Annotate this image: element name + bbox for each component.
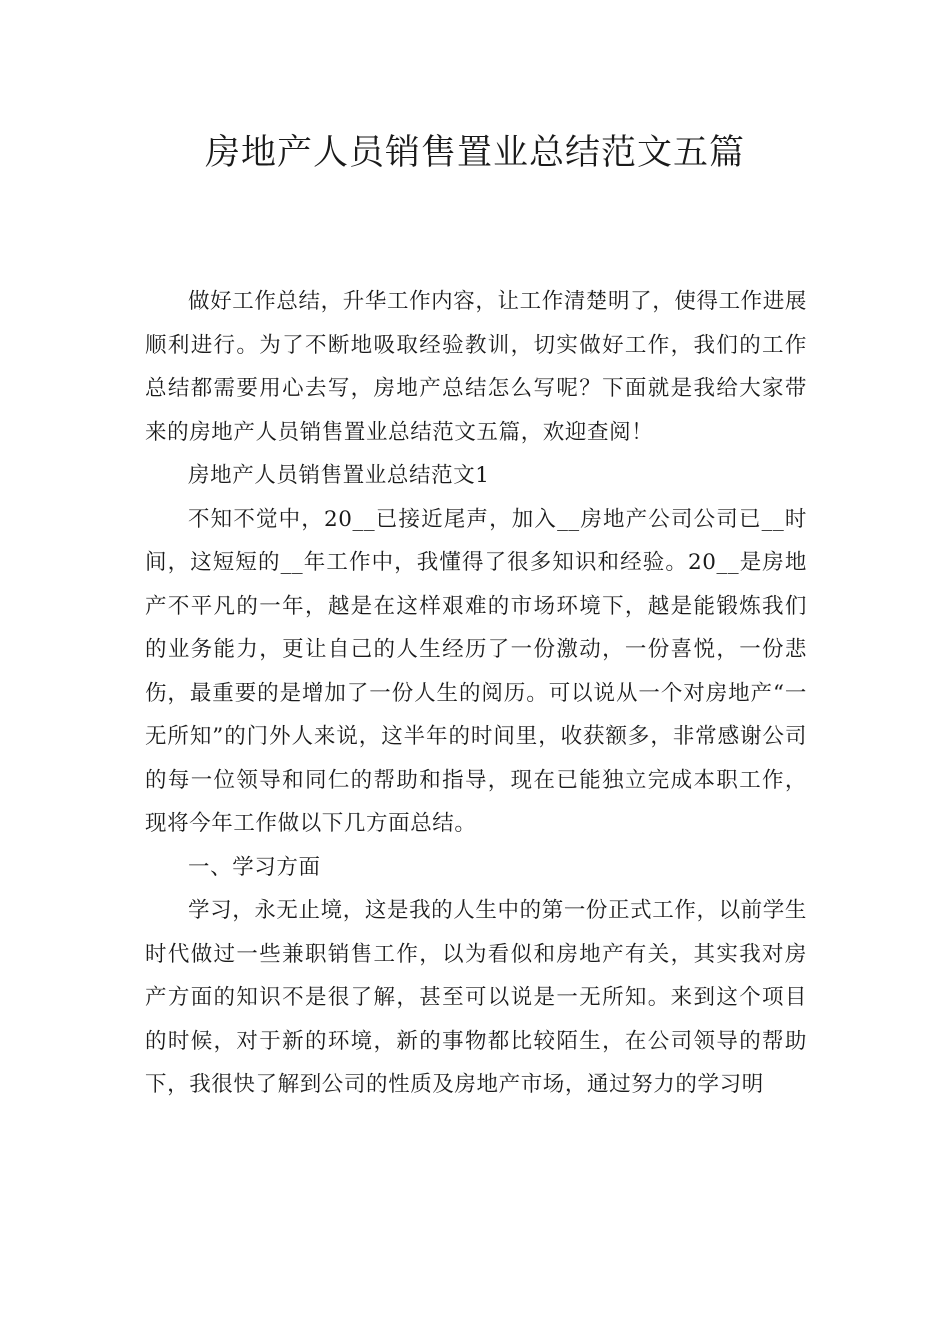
subsection-heading: 一、学习方面 bbox=[188, 854, 321, 880]
document-body bbox=[145, 280, 807, 1107]
document-title: 房地产人员销售置业总结范文五篇 bbox=[204, 133, 745, 173]
body-paragraph: 学习，永无止境，这是我的人生中的第一份正式工作，以前学生时代做过一些兼职销售工作，以为看似和房地产有关，其实我对房产方面的知识不是很了解，甚至可以说是一无所知。来到这个项目的时候，对于新的环境，新的事物都比较陌生，在公司领导的帮助下，我很快了解到公司的性质及房地产市场，通过努力的学习明 bbox=[145, 898, 807, 1097]
body-paragraph: 不知不觉中，20__已接近尾声，加入__房地产公司公司已__时间，这短短的__年工作中，我懂得了很多知识和经验。20__是房地产不平凡的一年，越是在这样艰难的市场环境下，越是能锻炼我们的业务能力，更让自己的人生经历了一份激动，一份喜悦，一份悲伤，最重要的是增加了一份人生的阅历。可以说从一个对房地产“一无所知”的门外人来说，这半年的时间里，收获额多，非常感谢公司的每一位领导和同仁的帮助和指导，现在已能独立完成本职工作，现将今年工作做以下几方面总结。 bbox=[145, 506, 807, 836]
intro-paragraph: 做好工作总结，升华工作内容，让工作清楚明了，使得工作进展顺利进行。为了不断地吸取经验教训，切实做好工作，我们的工作总结都需要用心去写，房地产总结怎么写呢？下面就是我给大家带来的房地产人员销售置业总结范文五篇，欢迎查阅！ bbox=[145, 289, 807, 445]
section-heading: 房地产人员销售置业总结范文1 bbox=[188, 463, 490, 488]
